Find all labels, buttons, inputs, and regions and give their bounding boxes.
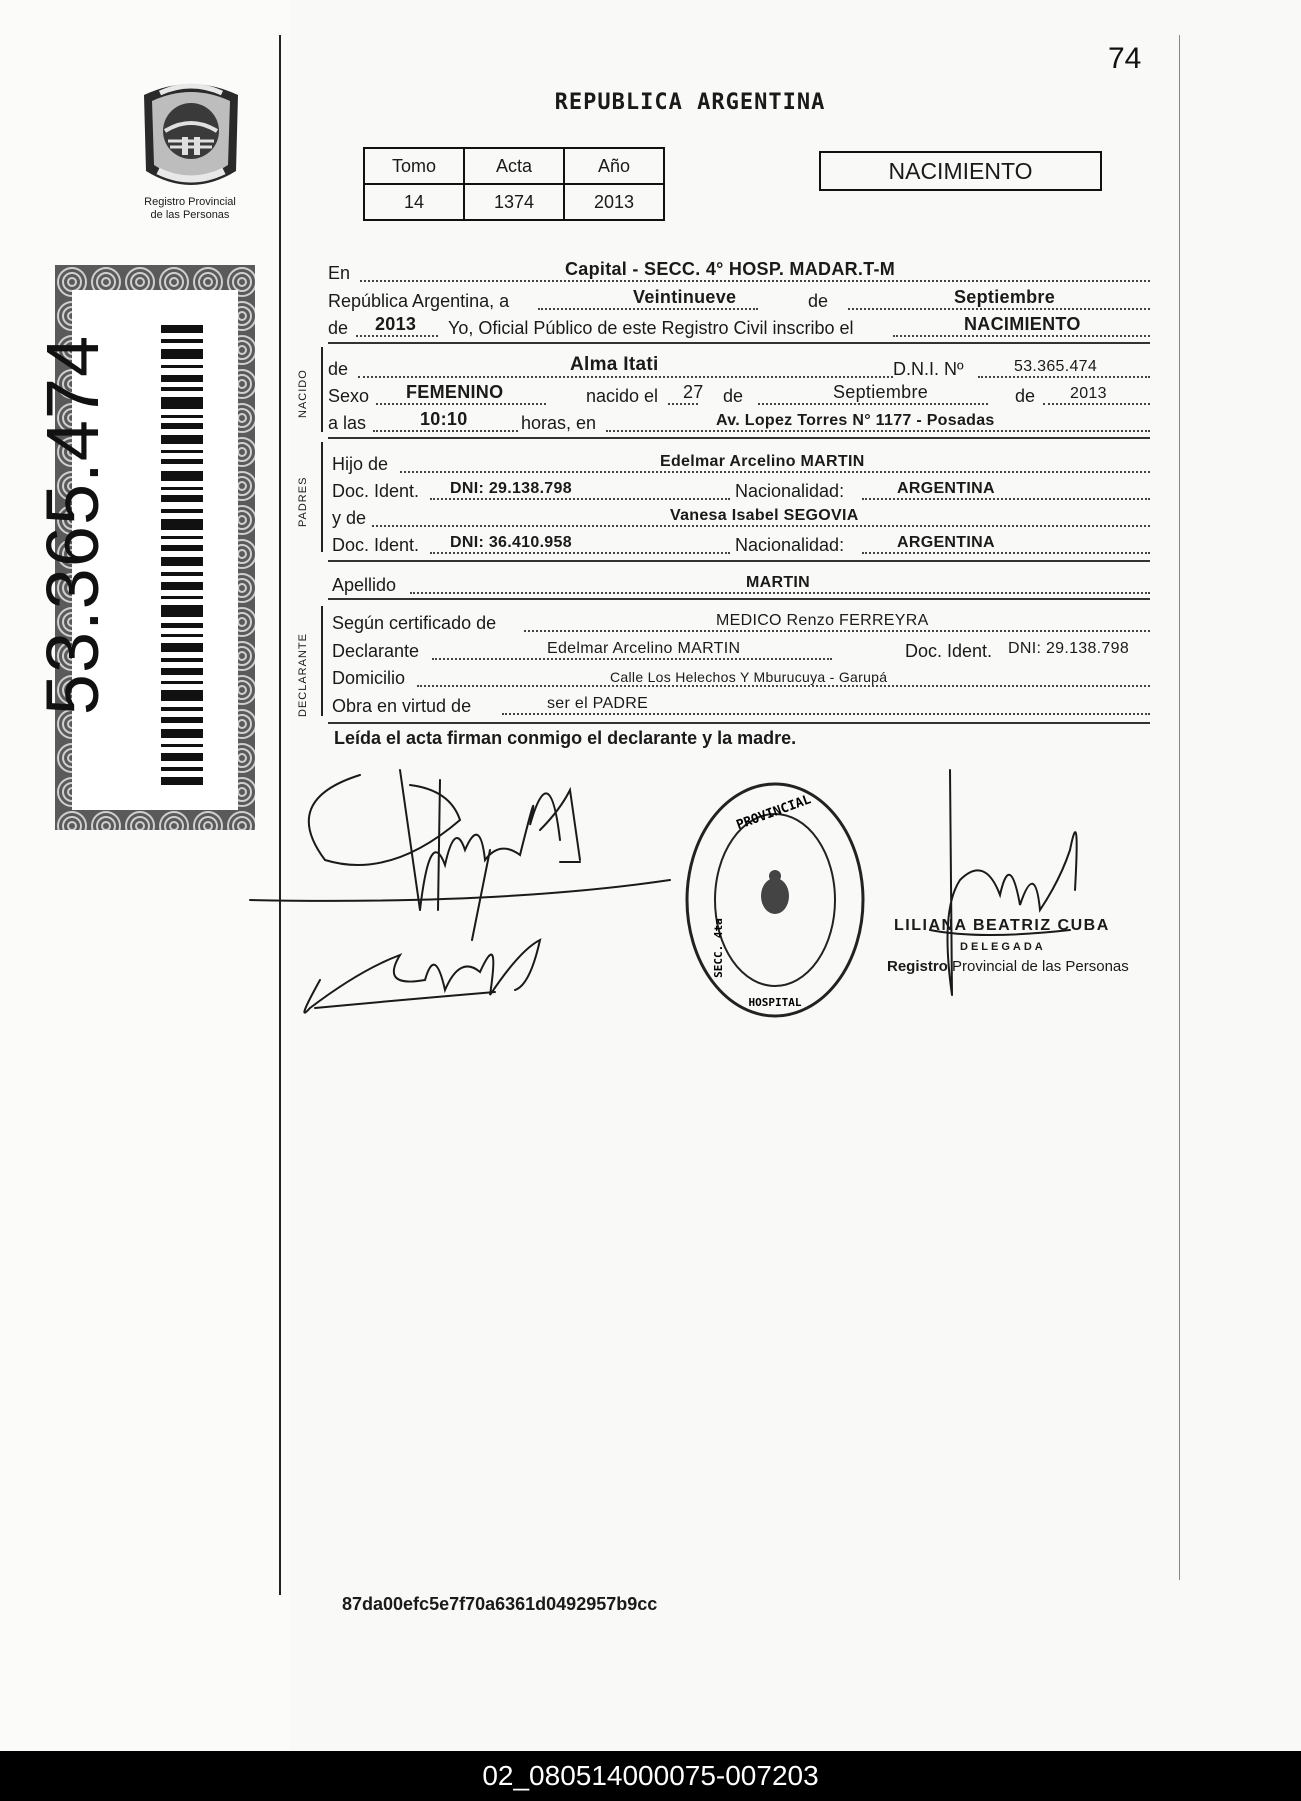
label-sexo: Sexo (328, 386, 370, 406)
value-domicilio: Calle Los Helechos Y Mburucuya - Garupá (610, 669, 888, 685)
value-obra: ser el PADRE (547, 695, 649, 712)
line-mother-doc (332, 532, 1150, 556)
nacido-bracket (321, 347, 323, 432)
section-label-padres: PADRES (297, 476, 309, 527)
label-de-name: de (328, 359, 349, 379)
registry-caption (120, 196, 260, 222)
official-name: LILIANA BEATRIZ CUBA (894, 917, 1110, 934)
closing-statement: Leída el acta firman conmigo el declarante y la madre. (334, 728, 797, 748)
footer-id: 02_080514000075-007203 (0, 1751, 1301, 1801)
value-birth-year: 2013 (1070, 385, 1107, 402)
seal-text-left: SECC. 4ta (712, 918, 725, 978)
line-name (328, 356, 1150, 380)
value-inscribe-type: NACIMIENTO (964, 314, 1081, 334)
value-declarante: Edelmar Arcelino MARTIN (547, 640, 741, 657)
line-y-de (332, 505, 1150, 529)
official-registry (887, 958, 1129, 975)
id-badge (31, 265, 255, 830)
record-header-acta: Acta (464, 148, 564, 184)
label-doc-ident-decl: Doc. Ident. (905, 641, 993, 661)
record-header-ano: Año (564, 148, 664, 184)
official-role: DELEGADA (960, 941, 1046, 953)
label-y-de: y de (332, 508, 367, 528)
line-en (328, 260, 1150, 284)
rule (328, 560, 1150, 562)
value-certificado: MEDICO Renzo FERREYRA (716, 612, 929, 629)
label-nacionalidad: Nacionalidad: (735, 481, 845, 501)
value-father: Edelmar Arcelino MARTIN (660, 453, 865, 470)
document-title: REPUBLICA ARGENTINA (554, 90, 826, 115)
line-sexo (328, 383, 1150, 407)
label-apellido: Apellido (332, 575, 397, 595)
province-emblem-icon (132, 75, 250, 195)
line-year (328, 315, 1150, 339)
label-oficial: Yo, Oficial Público de este Registro Civil inscribo el (448, 318, 854, 338)
rule (328, 437, 1150, 439)
rule (328, 342, 1150, 344)
barcode-icon (161, 325, 203, 785)
label-obra: Obra en virtud de (332, 696, 472, 716)
record-table (363, 147, 665, 221)
record-value-acta: 1374 (464, 184, 564, 220)
line-certificado (332, 610, 1150, 634)
rule (328, 598, 1150, 600)
section-label-nacido: NACIDO (297, 369, 309, 418)
label-republica: República Argentina, a (328, 291, 510, 311)
value-day-words: Veintinueve (633, 287, 737, 307)
line-republica (328, 288, 1150, 312)
value-birth-place: Av. Lopez Torres N° 1177 - Posadas (716, 412, 995, 429)
value-birth-day: 27 (683, 382, 704, 402)
line-apellido (332, 572, 1150, 596)
label-doc-ident-mother: Doc. Ident. (332, 535, 420, 555)
right-edge-line (1179, 35, 1180, 1580)
section-label-declarante: DECLARANTE (297, 633, 309, 717)
value-name: Alma Itati (570, 354, 659, 375)
record-type-box: NACIMIENTO (819, 151, 1102, 191)
badge-id-number: 53.365.474 (31, 334, 114, 716)
page-number: 74 (1108, 42, 1142, 75)
official-seal-icon (682, 778, 868, 1022)
document-hash: 87da00efc5e7f70a6361d0492957b9cc (342, 1594, 658, 1614)
label-declarante: Declarante (332, 641, 420, 661)
declarante-bracket (321, 606, 323, 716)
line-domicilio (332, 665, 1150, 689)
label-nacionalidad-mother: Nacionalidad: (735, 535, 845, 555)
label-domicilio: Domicilio (332, 668, 406, 688)
registry-caption-line1: Registro Provincial (144, 196, 236, 208)
value-month: Septiembre (954, 287, 1056, 307)
value-apellido: MARTIN (746, 574, 811, 591)
value-father-doc: DNI: 29.138.798 (450, 480, 572, 497)
value-mother: Vanesa Isabel SEGOVIA (670, 507, 859, 524)
registry-caption-line2: de las Personas (150, 209, 230, 221)
line-hora (328, 410, 1150, 434)
padres-bracket (321, 442, 323, 552)
label-doc-ident: Doc. Ident. (332, 481, 420, 501)
label-de-birth-year: de (1015, 386, 1036, 406)
record-value-ano: 2013 (564, 184, 664, 220)
official-registry-bold: Registro (887, 958, 948, 975)
line-declarante (332, 638, 1150, 662)
rule (328, 722, 1150, 724)
record-header-tomo: Tomo (364, 148, 464, 184)
label-de-year: de (328, 318, 349, 338)
value-mother-nat: ARGENTINA (897, 534, 995, 551)
value-father-nat: ARGENTINA (897, 480, 995, 497)
seal-text-bottom: HOSPITAL (748, 996, 802, 1009)
value-time: 10:10 (420, 409, 468, 429)
value-birth-month: Septiembre (833, 382, 929, 402)
value-mother-doc: DNI: 36.410.958 (450, 534, 572, 551)
line-hijo-de (332, 451, 1150, 475)
label-horas: horas, en (521, 413, 597, 433)
official-registry-rest: Provincial de las Personas (952, 958, 1129, 975)
label-certificado: Según certificado de (332, 613, 497, 633)
label-de-month: de (723, 386, 744, 406)
label-a-las: a las (328, 413, 367, 433)
label-en: En (328, 263, 351, 283)
value-sexo: FEMENINO (406, 382, 504, 402)
value-dni: 53.365.474 (1014, 358, 1098, 375)
value-declarante-doc: DNI: 29.138.798 (1008, 640, 1130, 657)
label-nacido-el: nacido el (586, 386, 659, 406)
line-obra (332, 693, 1150, 717)
line-father-doc (332, 478, 1150, 502)
label-hijo-de: Hijo de (332, 454, 389, 474)
value-year: 2013 (375, 314, 417, 334)
record-value-tomo: 14 (364, 184, 464, 220)
seal-text-top: PROVINCIAL (734, 792, 814, 834)
value-place: Capital - SECC. 4° HOSP. MADAR.T-M (565, 259, 896, 279)
label-de: de (808, 291, 829, 311)
label-dni: D.N.I. Nº (893, 359, 964, 379)
